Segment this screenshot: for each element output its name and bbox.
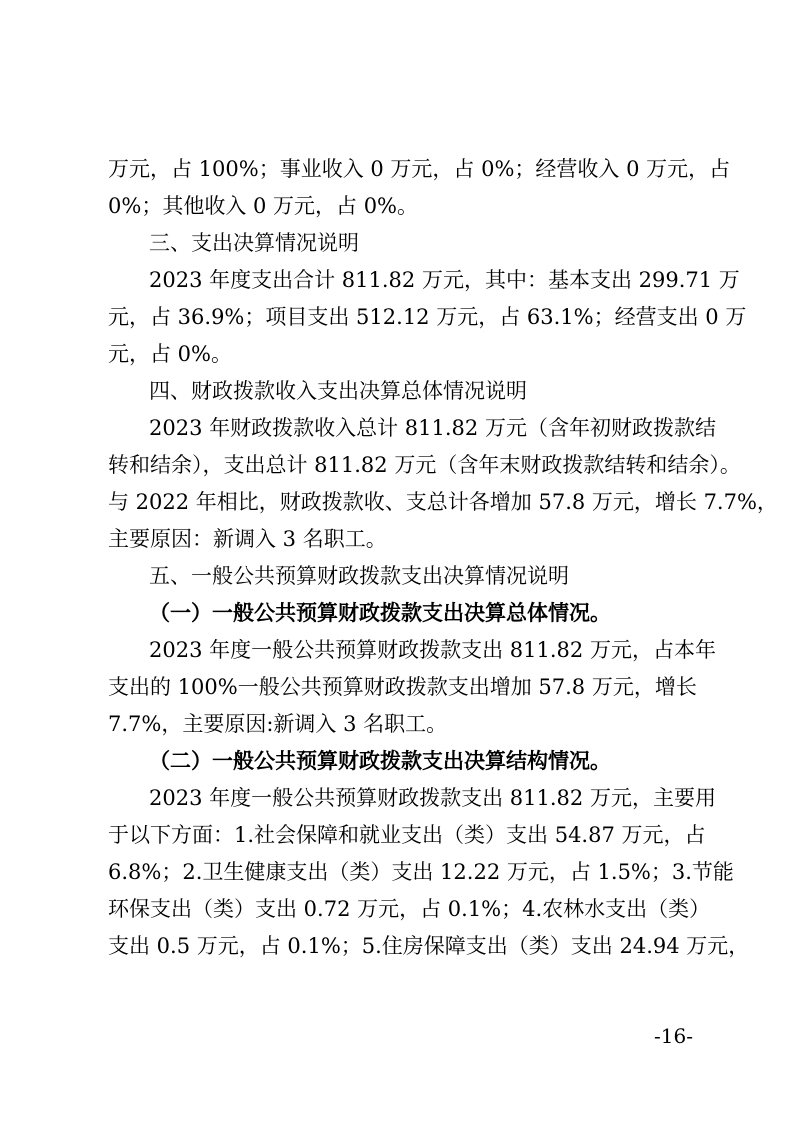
- subsection-heading-overall: （一）一般公共预算财政拨款支出决算总体情况。: [149, 600, 611, 625]
- paragraph-line: 转和结余），支出总计 811.82 万元（含年末财政拨款结转和结余）。: [108, 453, 741, 477]
- paragraph-line: 支出的 100%一般公共预算财政拨款支出增加 57.8 万元，增长: [108, 675, 697, 699]
- section-heading-expenditure: 三、支出决算情况说明: [149, 231, 359, 255]
- paragraph-line: 6.8%；2.卫生健康支出（类）支出 12.22 万元，占 1.5%；3.节能: [108, 860, 734, 884]
- paragraph-line: 0%；其他收入 0 万元，占 0%。: [108, 194, 419, 218]
- section-heading-fiscal-allocation: 四、财政拨款收入支出决算总体情况说明: [149, 379, 527, 403]
- paragraph-line: 2023 年度一般公共预算财政拨款支出 811.82 万元，占本年: [149, 638, 716, 662]
- subsection-heading-structure: （二）一般公共预算财政拨款支出决算结构情况。: [149, 748, 611, 773]
- paragraph-line: 支出 0.5 万元，占 0.1%；5.住房保障支出（类）支出 24.94 万元，: [108, 934, 750, 958]
- paragraph-line: 主要原因：新调入 3 名职工。: [108, 527, 387, 551]
- paragraph-line: 7.7%，主要原因:新调入 3 名职工。: [108, 712, 448, 736]
- paragraph-line: 元，占 36.9%；项目支出 512.12 万元，占 63.1%；经营支出 0 万: [108, 305, 747, 329]
- paragraph-line: 与 2022 年相比，财政拨款收、支总计各增加 57.8 万元，增长 7.7%，: [108, 490, 778, 514]
- paragraph-line: 2023 年度支出合计 811.82 万元，其中：基本支出 299.71 万: [149, 268, 740, 292]
- paragraph-line: 元，占 0%。: [108, 342, 232, 366]
- paragraph-line: 万元，占 100%；事业收入 0 万元，占 0%；经营收入 0 万元，占: [108, 157, 731, 181]
- paragraph-line: 2023 年度一般公共预算财政拨款支出 811.82 万元，主要用: [149, 786, 716, 810]
- paragraph-line: 环保支出（类）支出 0.72 万元，占 0.1%；4.农林水支出（类）: [108, 897, 711, 921]
- paragraph-line: 于以下方面：1.社会保障和就业支出（类）支出 54.87 万元，占: [108, 823, 706, 847]
- section-heading-general-budget: 五、一般公共预算财政拨款支出决算情况说明: [149, 564, 569, 588]
- paragraph-line: 2023 年财政拨款收入总计 811.82 万元（含年初财政拨款结: [149, 416, 716, 440]
- page-number: -16-: [654, 1024, 693, 1048]
